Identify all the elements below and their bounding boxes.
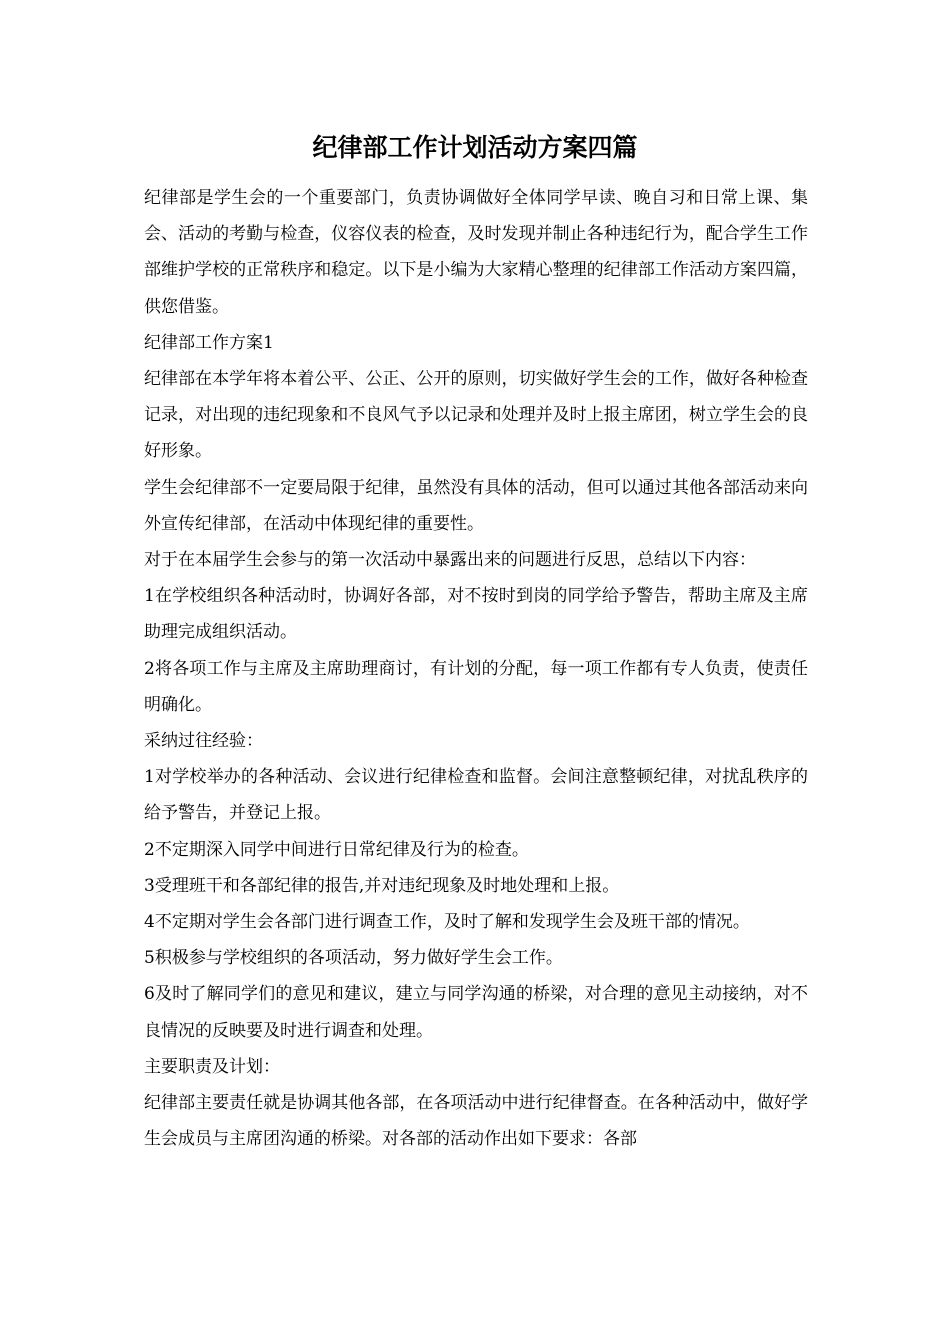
list-item: 2不定期深入同学中间进行日常纪律及行为的检查。 — [144, 839, 529, 860]
list-item: 3受理班干和各部纪律的报告,并对违纪现象及时地处理和上报。 — [144, 875, 620, 896]
subheading-past-experience: 采纳过往经验： — [144, 731, 263, 752]
list-item: 4不定期对学生会各部门进行调查工作，及时了解和发现学生会及班干部的情况。 — [144, 912, 750, 933]
body-paragraph: 对于在本届学生会参与的第一次活动中暴露出来的问题进行反思，总结以下内容： — [144, 550, 756, 571]
list-item: 6及时了解同学们的意见和建议，建立与同学沟通的桥梁，对合理的意见主动接纳，对不良情况的反映要及时进行调查和处理。 — [144, 984, 808, 1041]
body-paragraph: 学生会纪律部不一定要局限于纪律，虽然没有具体的活动，但可以通过其他各部活动来向外宣传纪律部，在活动中体现纪律的重要性。 — [144, 477, 808, 534]
body-paragraph: 纪律部主要责任就是协调其他各部，在各项活动中进行纪律督查。在各种活动中，做好学生会成员与主席团沟通的桥梁。对各部的活动作出如下要求：各部 — [144, 1093, 808, 1150]
body-paragraph: 纪律部在本学年将本着公平、公正、公开的原则，切实做好学生会的工作，做好各种检查记录，对出现的违纪现象和不良风气予以记录和处理并及时上报主席团，树立学生会的良好形象。 — [144, 369, 808, 462]
list-item: 1对学校举办的各种活动、会议进行纪律检查和监督。会间注意整顿纪律，对扰乱秩序的给予警告，并登记上报。 — [144, 767, 808, 824]
subheading-duties-plan: 主要职责及计划： — [144, 1056, 280, 1077]
list-item: 2将各项工作与主席及主席助理商讨，有计划的分配，每一项工作都有专人负责，使责任明确化。 — [144, 658, 808, 715]
intro-paragraph: 纪律部是学生会的一个重要部门，负责协调做好全体同学早读、晚自习和日常上课、集会、活动的考勤与检查，仪容仪表的检查，及时发现并制止各种违纪行为，配合学生工作部维护学校的正常秩序和稳定。以下是小编为大家精心整理的纪律部工作活动方案四篇，供您借鉴。 — [144, 188, 808, 317]
document-title: 纪律部工作计划活动方案四篇 — [312, 133, 638, 162]
list-item: 5积极参与学校组织的各项活动，努力做好学生会工作。 — [144, 948, 563, 969]
list-item: 1在学校组织各种活动时，协调好各部，对不按时到岗的同学给予警告，帮助主席及主席助理完成组织活动。 — [144, 586, 808, 643]
document-body — [144, 180, 808, 1157]
section-heading-plan-1: 纪律部工作方案1 — [144, 332, 274, 353]
